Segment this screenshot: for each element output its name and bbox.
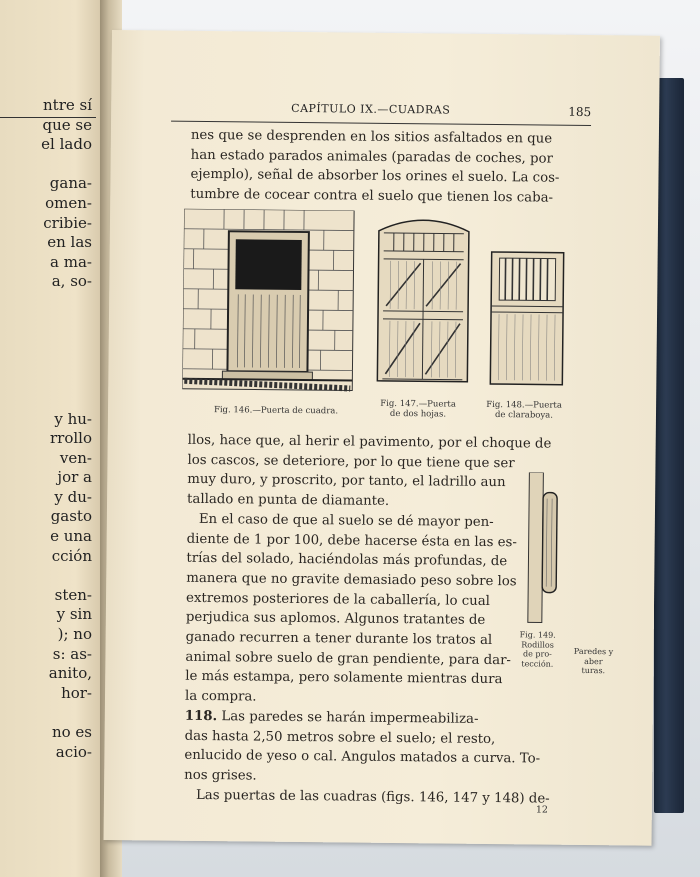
left-page-line (0, 370, 100, 390)
text-line: trías del solado, haciéndolas más profundas, de (186, 551, 508, 570)
text-line: Las puertas de las cuadras (figs. 146, 147 y 148) de- (195, 787, 550, 807)
text-line: Las paredes se harán impermeabiliza- (221, 709, 479, 727)
left-page-line (0, 390, 100, 410)
left-page-line: a, so- (51, 272, 92, 291)
text-line: perjudica sus aplomos. Algunos tratantes de (185, 610, 486, 629)
body-paragraph (185, 431, 552, 711)
text-line: los cascos, se deteriore, por lo que tiene que ser (187, 452, 515, 471)
text-line: ejemplo), señal de absorber los orines el suelo. La cos- (190, 167, 560, 187)
left-page-line: jor a (57, 468, 92, 487)
left-page-line: ven- (59, 448, 92, 467)
left-page-line: rrollo (50, 429, 92, 448)
text-line: nos grises. (184, 767, 257, 784)
caption-line: de pro- (523, 649, 552, 659)
chapter-title: CAPÍTULO IX.—CUADRAS (291, 101, 451, 117)
text-line: le más estampa, pero solamente mientras dura (185, 669, 503, 688)
caption-line: Fig. 149. (519, 630, 556, 640)
text-line: enlucido de yeso o cal. Angulos matados a curva. To- (184, 748, 541, 767)
left-page-line (0, 292, 100, 312)
left-page-line (0, 703, 100, 723)
fig149-caption (515, 630, 559, 668)
section-118 (184, 707, 551, 809)
text-line: manera que no gravite demasiado peso sobre los (186, 570, 517, 590)
left-page-line: cción (51, 546, 92, 565)
left-page-line: e una (50, 527, 92, 546)
text-line: tallado en punta de diamante. (187, 491, 390, 510)
left-page-line: y hu- (54, 409, 92, 428)
signature-mark: 12 (535, 804, 549, 816)
caption-line: tección. (521, 658, 554, 669)
text-line: la compra. (184, 688, 257, 705)
left-page-line: no es (51, 723, 92, 741)
caption-line: Fig. 148.—Puerta (486, 399, 562, 411)
left-page-line: que se (42, 115, 92, 134)
margin-note-line: Paredes y aber (573, 646, 614, 666)
text-line: extremos posteriores de la caballería, lo cual (185, 590, 491, 609)
left-page-line (0, 155, 100, 175)
text-line: muy duro, y proscrito, por tanto, el ladrillo aun (187, 472, 506, 491)
right-page (104, 30, 660, 846)
left-page-line: acio- (55, 742, 92, 761)
left-page-line: cribie- (43, 213, 92, 232)
fig147-double-door-drawing (377, 220, 469, 382)
left-page-text (0, 96, 100, 762)
fig148-caption (482, 400, 566, 421)
fig149-roller-drawing (524, 472, 566, 624)
left-page-line: s: as- (52, 644, 92, 663)
text-line: En el caso de que al suelo se dé mayor pen- (198, 511, 494, 530)
left-page-line: sten- (54, 585, 92, 604)
text-line: nes que se desprenden en los sitios asfaltados en que (190, 127, 553, 147)
fig147-caption (376, 399, 460, 420)
left-page-line: el lado (41, 135, 92, 154)
left-page-line: en las (47, 233, 92, 252)
left-page-line: y sin (56, 605, 92, 624)
left-page-line: omen- (45, 193, 92, 212)
caption-line: de claraboya. (494, 410, 554, 421)
fig148-skylight-door-drawing (490, 252, 563, 385)
text-line: llos, hace que, al herir el pavimento, por el choque de (187, 432, 552, 452)
left-page-line: gasto (50, 507, 92, 526)
section-number: 118. (184, 708, 218, 725)
margin-note-line: turas. (581, 665, 606, 676)
left-page (0, 0, 108, 877)
text-line: tumbre de cocear contra el suelo que tienen los caba- (190, 186, 554, 206)
left-page-line: ganа- (49, 174, 92, 193)
left-page-line: y du- (54, 487, 92, 506)
caption-line: de dos hojas. (389, 408, 447, 420)
left-page-line: ); no (57, 625, 92, 644)
left-page-line (0, 331, 100, 351)
text-line: han estado parados animales (paradas de coches, por (190, 147, 553, 167)
top-paragraph (190, 126, 560, 209)
left-page-line (0, 351, 100, 371)
left-page-line: a ma- (50, 252, 92, 271)
left-page-line: hor- (61, 683, 92, 702)
left-page-line (0, 566, 100, 586)
fig146-stable-door-drawing (182, 209, 354, 391)
left-page-line (0, 312, 100, 332)
left-page-line: anito, (48, 664, 92, 683)
margin-note (563, 647, 623, 676)
text-line: ganado recurren a tener durante los tratos al (185, 629, 493, 649)
page-number: 185 (568, 104, 592, 120)
book-cover-edge (654, 78, 684, 813)
caption-line: Rodillos (521, 639, 554, 650)
text-line: das hasta 2,50 metros sobre el suelo; el resto, (184, 728, 496, 747)
text-line: animal sobre suelo de gran pendiente, para dar- (185, 649, 512, 668)
caption-line: Fig. 147.—Puerta (380, 398, 456, 410)
text-line: diente de 1 por 100, debe hacerse ésta en las es- (186, 531, 517, 550)
fig146-caption: Fig. 146.—Puerta de cuadra. (213, 405, 339, 417)
left-page-line: ntre sí (43, 96, 92, 114)
